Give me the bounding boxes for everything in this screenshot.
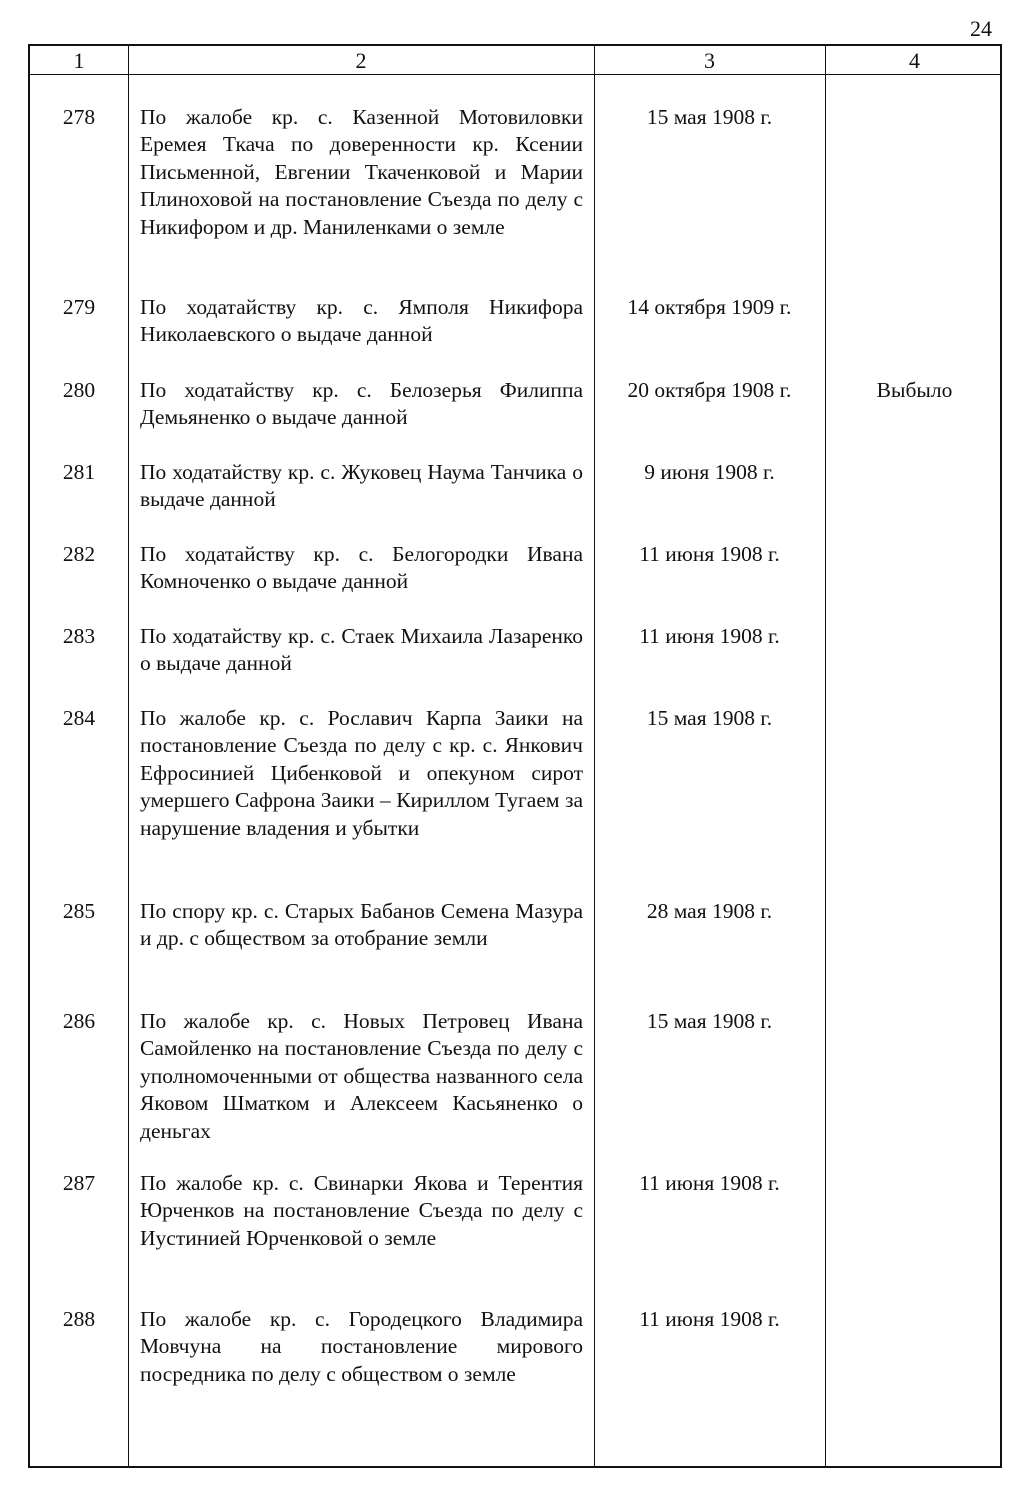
column-divider: [825, 46, 826, 1466]
record-description: По ходатайству кр. с. Стаек Михаила Лазаренко о выдаче данной: [140, 624, 583, 676]
record-date: 15 мая 1908 г.: [646, 105, 773, 129]
record-description: По жалобе кр. с. Казенной Мотовиловки Еремея Ткача по доверенности кр. Ксении Письменной, Евгении Ткаченковой и Марии Плиноховой на постановление Съезда по делу с Никифором и др. Маниленками о земле: [140, 105, 583, 239]
record-date: 11 июня 1908 г.: [639, 624, 780, 648]
record-date: 15 мая 1908 г.: [646, 1009, 773, 1033]
record-description: По жалобе кр. с. Городецкого Владимира Мовчуна на постановление мирового посредника по делу с обществом о земле: [140, 1307, 583, 1386]
record-number: 279: [62, 295, 96, 319]
record-number: 288: [62, 1307, 96, 1331]
record-number: 281: [62, 460, 96, 484]
page-number: 24: [970, 16, 992, 41]
record-number: 280: [62, 378, 96, 402]
record-number: 278: [62, 105, 96, 129]
record-description: По ходатайству кр. с. Ямполя Никифора Николаевского о выдаче данной: [140, 295, 583, 347]
record-number: 286: [62, 1009, 96, 1033]
register-table: [28, 44, 1002, 1468]
record-description: По жалобе кр. с. Новых Петровец Ивана Самойленко на постановление Съезда по делу с уполномоченными от общества названного села Яковом Шматком и Алексеем Касьяненко о деньгах: [140, 1009, 583, 1143]
record-note: Выбыло: [876, 378, 953, 402]
record-description: По ходатайству кр. с. Жуковец Наума Танчика о выдаче данной: [140, 460, 583, 512]
column-divider: [594, 46, 595, 1466]
record-number: 287: [62, 1171, 96, 1195]
record-description: По спору кр. с. Старых Бабанов Семена Мазура и др. с обществом за отобрание земли: [140, 899, 583, 951]
record-number: 282: [62, 542, 96, 566]
record-description: По ходатайству кр. с. Белозерья Филиппа Демьяненко о выдаче данной: [140, 378, 583, 430]
record-date: 14 октября 1909 г.: [627, 295, 792, 319]
record-date: 9 июня 1908 г.: [644, 460, 775, 484]
column-header-2: 2: [355, 48, 367, 73]
record-date: 28 мая 1908 г.: [646, 899, 773, 923]
column-header-1: 1: [73, 48, 85, 73]
header-divider: [30, 74, 1000, 75]
column-divider: [128, 46, 129, 1466]
record-date: 11 июня 1908 г.: [639, 1307, 780, 1331]
record-description: По жалобе кр. с. Рославич Карпа Заики на постановление Съезда по делу с кр. с. Янкович Ефросинией Цибенковой и опекуном сирот умершего Сафрона Заики – Кириллом Тугаем за нарушение владения и убытки: [140, 706, 583, 840]
record-date: 15 мая 1908 г.: [646, 706, 773, 730]
record-date: 11 июня 1908 г.: [639, 542, 780, 566]
column-header-4: 4: [909, 48, 920, 73]
record-number: 285: [62, 899, 96, 923]
record-description: По жалобе кр. с. Свинарки Якова и Терентия Юрченков на постановление Съезда по делу с Иустинией Юрченковой о земле: [140, 1171, 583, 1250]
record-number: 283: [62, 624, 96, 648]
record-number: 284: [62, 706, 96, 730]
record-date: 20 октября 1908 г.: [627, 378, 792, 402]
record-date: 11 июня 1908 г.: [639, 1171, 780, 1195]
column-header-3: 3: [704, 48, 715, 73]
record-description: По ходатайству кр. с. Белогородки Ивана Комноченко о выдаче данной: [140, 542, 583, 594]
